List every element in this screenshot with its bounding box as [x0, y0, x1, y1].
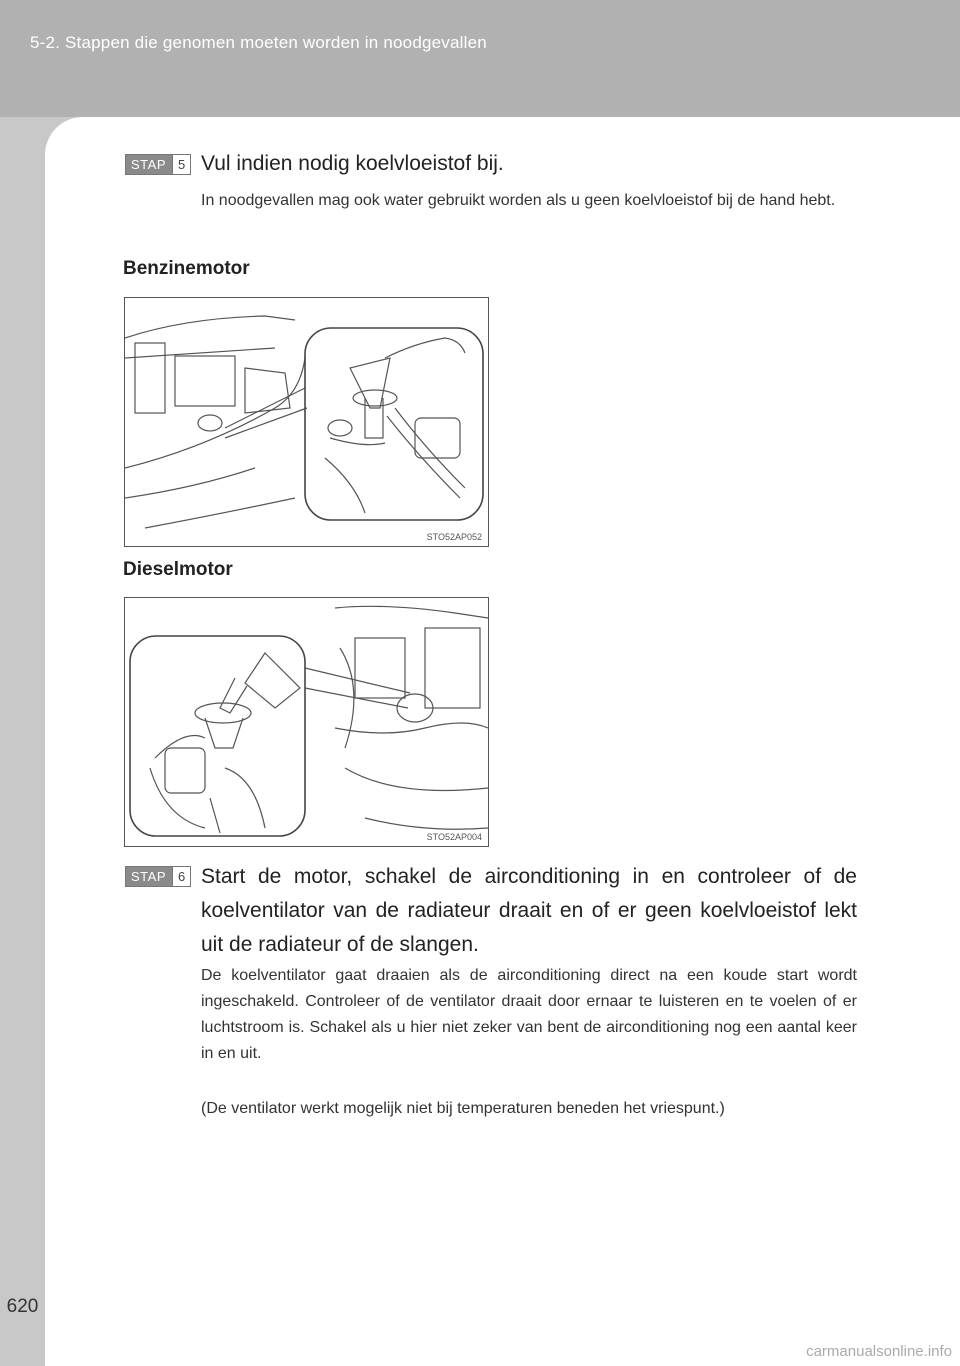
page-number: 620 [6, 1296, 39, 1317]
step5-badge-number: 5 [172, 155, 190, 174]
step6-text-2: (De ventilator werkt mogelijk niet bij temperaturen beneden het vriespunt.) [201, 1100, 725, 1117]
section-title-diesel: Dieselmotor [123, 559, 233, 580]
step5-text: In noodgevallen mag ook water gebruikt worden als u geen koelvloeistof bij de hand hebt. [201, 192, 836, 209]
diesel-figure-code: STO52AP004 [426, 832, 482, 842]
step6-badge-number: 6 [172, 867, 190, 886]
page-header-title: 5-2. Stappen die genomen moeten worden in noodgevallen [30, 33, 487, 52]
step6-heading: Start de motor, schakel de airconditioning in en controleer of de koelventilator van de radiateur draait en of er geen koelvloeistof lekt uit de radiateur of de slangen. [201, 865, 857, 956]
figure-diesel-engine [124, 597, 489, 847]
left-margin-band [0, 117, 45, 1366]
step5-badge-label: STAP [126, 155, 172, 174]
petrol-figure-code: STO52AP052 [426, 532, 482, 542]
step6-text-1: De koelventilator gaat draaien als de airconditioning direct na een koude start wordt ingeschakeld. Controleer of de ventilator draait door ernaar te luisteren en te voelen of er luchtstroom is. Schakel als u hier niet zeker van bent de airconditioning nog een aantal keer in en uit. [201, 967, 857, 1062]
watermark: carmanualsonline.info [806, 1343, 952, 1360]
step6-badge [125, 866, 191, 887]
step6-badge-label: STAP [126, 867, 172, 886]
step5-badge [125, 154, 191, 175]
diesel-engine-illustration [125, 598, 488, 846]
figure-petrol-engine [124, 297, 489, 547]
header-band [0, 0, 960, 117]
section-title-petrol: Benzinemotor [123, 258, 250, 279]
step5-heading: Vul indien nodig koelvloeistof bij. [201, 152, 504, 175]
petrol-engine-illustration [125, 298, 488, 546]
